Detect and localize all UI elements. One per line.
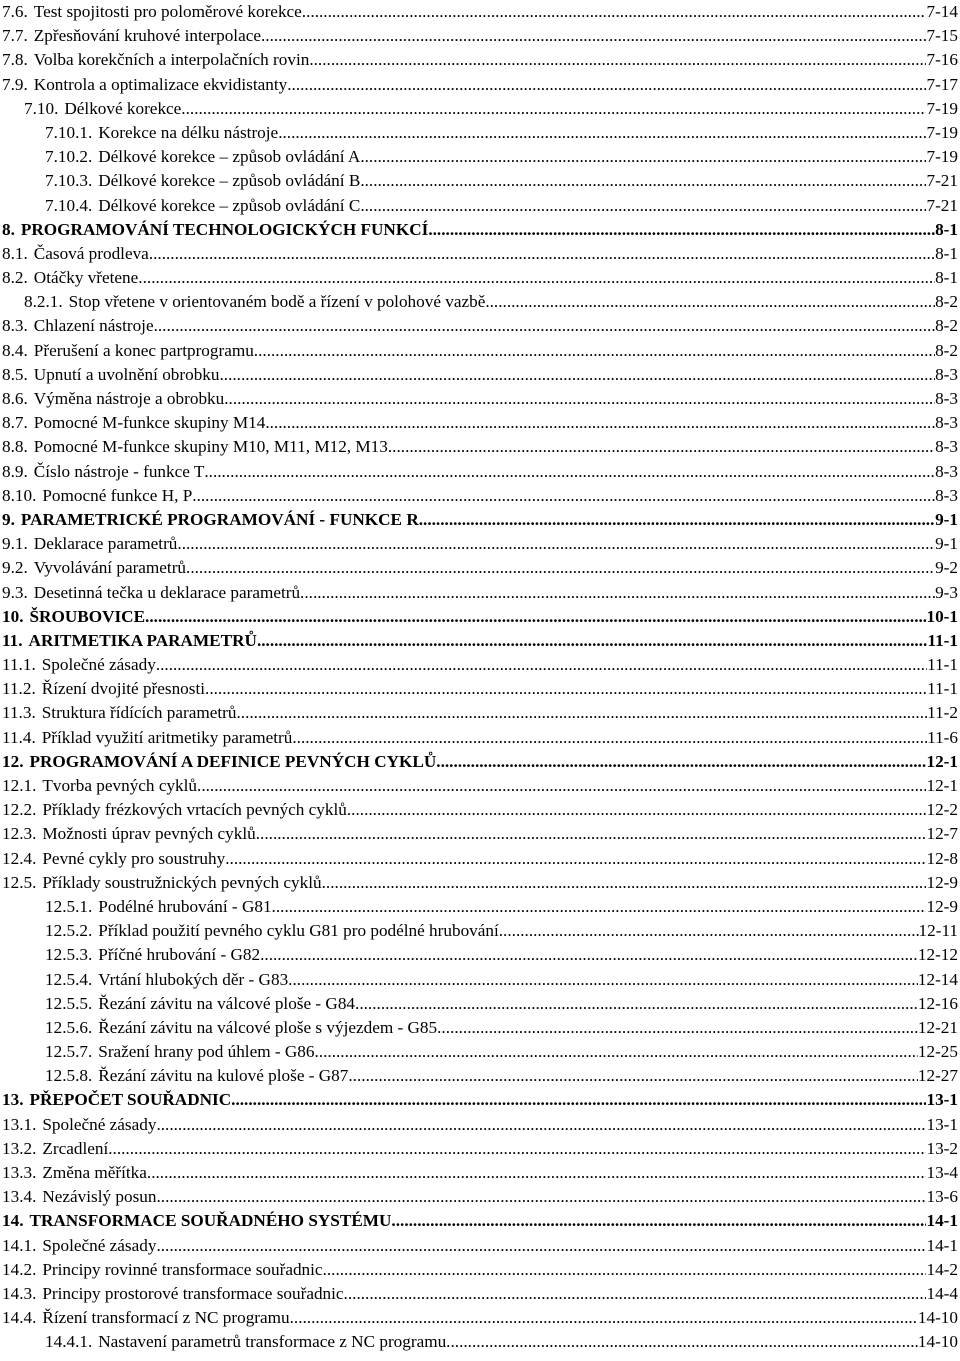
toc-entry[interactable]	[0, 387, 960, 411]
toc-entry-title: Řízení transformací z NC programu	[42, 1308, 290, 1328]
toc-entry-title: PARAMETRICKÉ PROGRAMOVÁNÍ - FUNKCE R	[20, 509, 419, 529]
toc-entry-title: Řízení dvojité přesnosti	[41, 679, 206, 699]
toc-leader-dots	[205, 677, 927, 701]
toc-entry-title: Pevné cykly pro soustruhy	[42, 848, 226, 868]
toc-entry-page: 8-1	[935, 268, 958, 288]
toc-entry-number: 11.	[2, 630, 23, 650]
toc-entry[interactable]	[0, 1330, 960, 1354]
toc-entry-number: 8.3.	[2, 316, 28, 336]
toc-entry-number: 8.	[2, 219, 15, 239]
toc-entry-title: Společné zásady	[41, 655, 156, 675]
toc-entry-page: 13-6	[926, 1187, 958, 1207]
toc-entry[interactable]	[0, 460, 960, 484]
toc-entry-page: 8-2	[935, 292, 958, 312]
toc-entry-page: 8-2	[935, 340, 958, 360]
toc-entry-number: 13.4.	[2, 1187, 37, 1207]
toc-leader-dots	[177, 532, 935, 556]
toc-leader-dots	[428, 218, 935, 242]
toc-leader-dots	[315, 1040, 918, 1064]
toc-entry-number: 14.4.1.	[45, 1332, 93, 1352]
toc-leader-dots	[323, 1258, 927, 1282]
toc-entry-title: PROGRAMOVÁNÍ A DEFINICE PEVNÝCH CYKLŮ	[29, 751, 437, 771]
toc-entry-page: 12-25	[917, 1042, 958, 1062]
toc-entry-title: Stop vřetene v orientovaném bodě a řízení v polohové vazbě	[68, 292, 486, 312]
toc-entry-title: ŠROUBOVICE	[29, 606, 146, 626]
toc-entry-number: 14.4.	[2, 1308, 37, 1328]
toc-leader-dots	[257, 629, 928, 653]
toc-entry-number: 12.5.4.	[45, 969, 93, 989]
toc-entry-number: 9.2.	[2, 558, 28, 578]
toc-entry-number: 8.8.	[2, 437, 28, 457]
toc-entry-number: 12.5.6.	[45, 1017, 93, 1037]
toc-entry[interactable]	[0, 0, 960, 24]
toc-entry[interactable]	[0, 1282, 960, 1306]
toc-entry[interactable]	[0, 266, 960, 290]
toc-leader-dots	[181, 97, 926, 121]
toc-entry[interactable]	[0, 798, 960, 822]
toc-leader-dots	[300, 581, 935, 605]
toc-entry[interactable]	[0, 169, 960, 193]
toc-entry-number: 12.5.2.	[45, 921, 93, 941]
toc-entry-title: Kontrola a optimalizace ekvidistanty	[33, 74, 288, 94]
toc-entry-page: 12-2	[926, 800, 958, 820]
toc-entry-page: 13-1	[926, 1114, 958, 1134]
toc-entry-number: 13.3.	[2, 1163, 37, 1182]
toc-leader-dots	[446, 1330, 918, 1354]
toc-entry-number: 7.7.	[2, 26, 28, 46]
toc-entry-page: 12-14	[917, 969, 958, 989]
toc-leader-dots	[231, 1088, 926, 1112]
toc-entry-number: 12.5.1.	[45, 896, 93, 916]
toc-entry[interactable]	[0, 1185, 960, 1209]
toc-leader-dots	[292, 726, 927, 750]
toc-entry-number: 7.6.	[2, 2, 28, 21]
toc-entry-title: PROGRAMOVÁNÍ TECHNOLOGICKÝCH FUNKCÍ	[20, 219, 429, 239]
toc-leader-dots	[145, 605, 926, 629]
toc-entry-page: 7-15	[926, 26, 958, 46]
toc-leader-dots	[288, 968, 918, 992]
toc-entry-title: Příklad použití pevného cyklu G81 pro podélné hrubování	[98, 921, 499, 941]
toc-leader-dots	[287, 73, 926, 97]
toc-entry-number: 14.1.	[2, 1235, 37, 1255]
toc-entry-page: 13-1	[926, 1090, 958, 1110]
toc-entry[interactable]	[0, 1113, 960, 1137]
toc-entry[interactable]	[0, 1064, 960, 1088]
toc-entry-title: Přerušení a konec partprogramu	[33, 340, 254, 360]
toc-entry[interactable]	[0, 218, 960, 242]
toc-leader-dots	[147, 1161, 927, 1185]
toc-entry-page: 12-9	[926, 896, 958, 916]
toc-entry[interactable]	[0, 556, 960, 580]
toc-entry[interactable]	[0, 194, 960, 218]
toc-entry[interactable]	[0, 847, 960, 871]
toc-entry-number: 14.	[2, 1211, 24, 1231]
toc-entry-title: Zpřesňování kruhové interpolace.	[33, 26, 266, 46]
toc-entry-page: 7-19	[926, 147, 958, 167]
toc-entry-page: 11-1	[927, 679, 958, 699]
toc-entry-title: Řezání závitu na válcové ploše - G84	[98, 993, 356, 1013]
toc-entry-page: 14-10	[917, 1332, 958, 1352]
toc-entry-number: 9.3.	[2, 582, 28, 602]
toc-entry-title: Příklad využití aritmetiky parametrů	[41, 727, 293, 747]
toc-entry-page: 13-4	[926, 1163, 958, 1182]
toc-entry-number: 8.1.	[2, 243, 28, 263]
toc-entry-page: 14-10	[917, 1308, 958, 1328]
toc-entry[interactable]	[0, 508, 960, 532]
toc-entry-page: 9-3	[935, 582, 958, 602]
toc-entry-page: 9-1	[935, 534, 958, 554]
toc-entry-page: 8-2	[935, 316, 958, 336]
toc-entry-number: 14.3.	[2, 1283, 37, 1303]
toc-leader-dots	[197, 774, 926, 798]
toc-entry[interactable]	[0, 121, 960, 145]
toc-leader-dots	[265, 411, 935, 435]
toc-leader-dots	[360, 145, 926, 169]
toc-leader-dots	[219, 363, 935, 387]
toc-leader-dots	[485, 290, 935, 314]
toc-entry-number: 13.1.	[2, 1114, 37, 1134]
toc-entry-title: Upnutí a uvolnění obrobku	[33, 364, 220, 384]
toc-entry-title: Pomocné funkce H, P	[42, 485, 193, 505]
toc-leader-dots	[156, 653, 927, 677]
toc-entry[interactable]	[0, 532, 960, 556]
toc-entry-title: Délkové korekce – způsob ovládání A	[98, 147, 361, 167]
toc-entry-number: 9.	[2, 509, 15, 529]
toc-entry[interactable]	[0, 290, 960, 314]
toc-entry[interactable]	[0, 1040, 960, 1064]
toc-entry-title: Korekce na délku nástroje	[98, 122, 279, 142]
toc-entry-page: 11-1	[927, 655, 958, 675]
toc-entry-page: 12-8	[926, 848, 958, 868]
toc-entry[interactable]	[0, 629, 960, 653]
toc-leader-dots	[260, 943, 918, 967]
toc-entry-page: 12-9	[926, 872, 958, 892]
toc-entry-number: 8.9.	[2, 461, 28, 481]
toc-entry-number: 12.	[2, 751, 24, 771]
toc-entry-number: 11.3.	[2, 703, 36, 723]
toc-entry-title: TRANSFORMACE SOUŘADNÉHO SYSTÉMU	[29, 1211, 392, 1231]
toc-entry-title: Nastavení parametrů transformace z NC programu	[98, 1332, 447, 1352]
toc-entry-page: 11-6	[927, 727, 958, 747]
toc-leader-dots	[388, 435, 935, 459]
toc-leader-dots	[108, 1137, 926, 1161]
toc-entry[interactable]	[0, 363, 960, 387]
toc-entry-page: 8-3	[935, 413, 958, 433]
toc-entry[interactable]	[0, 653, 960, 677]
toc-entry-page: 12-1	[926, 776, 958, 795]
toc-entry-page: 8-3	[935, 461, 958, 481]
toc-entry[interactable]	[0, 145, 960, 169]
toc-entry-title: PŘEPOČET SOUŘADNIC	[29, 1090, 232, 1110]
toc-leader-dots	[322, 871, 927, 895]
toc-entry[interactable]	[0, 484, 960, 508]
toc-entry-number: 7.10.1.	[45, 122, 93, 142]
toc-entry-title: Sražení hrany pod úhlem - G86	[98, 1042, 315, 1062]
toc-entry-page: 8-1	[935, 219, 958, 239]
toc-entry-page: 8-3	[935, 364, 958, 384]
toc-leader-dots	[348, 1064, 918, 1088]
toc-leader-dots	[355, 992, 918, 1016]
toc-entry-page: 14-2	[926, 1259, 958, 1279]
toc-entry-title: Možnosti úprav pevných cyklů	[42, 824, 256, 844]
toc-leader-dots	[360, 194, 926, 218]
toc-entry-title: Test spojitosti pro poloměrové korekce	[33, 2, 302, 21]
toc-leader-dots	[225, 847, 926, 871]
toc-entry[interactable]	[0, 339, 960, 363]
toc-entry-number: 14.2.	[2, 1259, 37, 1279]
toc-entry-title: Tvorba pevných cyklů	[42, 776, 198, 795]
toc-entry-page: 7-21	[926, 195, 958, 215]
toc-entry-number: 12.5.	[2, 872, 37, 892]
toc-entry-page: 12-12	[917, 945, 958, 965]
toc-entry[interactable]	[0, 605, 960, 629]
toc-entry-title: Vrtání hlubokých děr - G83	[98, 969, 289, 989]
toc-entry-page: 12-27	[917, 1066, 958, 1086]
toc-entry-number: 12.5.7.	[45, 1042, 93, 1062]
toc-leader-dots	[290, 1306, 918, 1330]
toc-entry[interactable]	[0, 677, 960, 701]
toc-entry-page: 7-19	[926, 98, 958, 118]
toc-entry-title: Příčné hrubování - G82	[98, 945, 261, 965]
toc-entry[interactable]	[0, 435, 960, 459]
toc-entry-title: Společné zásady	[42, 1235, 157, 1255]
toc-entry[interactable]	[0, 48, 960, 72]
toc-leader-dots	[344, 1282, 927, 1306]
toc-entry-title: Příklady frézkových vrtacích pevných cyklů	[42, 800, 347, 820]
toc-entry[interactable]	[0, 1209, 960, 1233]
toc-leader-dots	[256, 822, 927, 846]
toc-entry-title: Principy rovinné transformace souřadnic	[42, 1259, 323, 1279]
toc-entry[interactable]	[0, 968, 960, 992]
toc-leader-dots	[391, 1209, 926, 1233]
toc-entry-page: 14-4	[926, 1283, 958, 1303]
toc-entry-page: 8-3	[935, 389, 958, 408]
toc-entry-number: 11.2.	[2, 679, 36, 699]
toc-leader-dots	[278, 121, 926, 145]
toc-entry-page: 7-14	[926, 2, 958, 21]
toc-entry-number: 8.6.	[2, 389, 28, 408]
toc-entry-number: 12.5.3.	[45, 945, 93, 965]
toc-entry-page: 12-11	[918, 921, 958, 941]
toc-entry-title: Vyvolávání parametrů	[33, 558, 187, 578]
toc-entry-title: Časová prodleva	[33, 243, 149, 263]
toc-entry-page: 8-1	[935, 243, 958, 263]
toc-entry-page: 12-1	[926, 751, 958, 771]
toc-leader-dots	[254, 339, 935, 363]
toc-leader-dots	[265, 24, 926, 48]
toc-entry[interactable]	[0, 1088, 960, 1112]
toc-leader-dots	[204, 460, 935, 484]
toc-entry-page: 7-17	[926, 74, 958, 94]
toc-entry[interactable]	[0, 1258, 960, 1282]
toc-entry-page: 12-21	[917, 1017, 958, 1037]
toc-entry-title: Změna měřítka	[42, 1163, 147, 1182]
toc-entry[interactable]	[0, 750, 960, 774]
toc-entry-page: 7-19	[926, 122, 958, 142]
toc-leader-dots	[347, 798, 927, 822]
toc-entry-number: 7.10.2.	[45, 147, 93, 167]
toc-leader-dots	[156, 1234, 926, 1258]
toc-entry-title: Principy prostorové transformace souřadnic	[42, 1283, 344, 1303]
toc-leader-dots	[156, 1185, 926, 1209]
toc-entry[interactable]	[0, 726, 960, 750]
toc-entry-page: 11-2	[927, 703, 958, 723]
toc-entry-number: 8.4.	[2, 340, 28, 360]
toc-entry-title: Desetinná tečka u deklarace parametrů	[33, 582, 301, 602]
toc-entry-number: 12.3.	[2, 824, 37, 844]
toc-entry-page: 7-16	[926, 50, 958, 70]
toc-entry-title: Délkové korekce – způsob ovládání B	[98, 171, 361, 191]
toc-entry-page: 12-7	[926, 824, 958, 844]
toc-entry-number: 8.10.	[2, 485, 37, 505]
toc-entry-page: 7-21	[926, 171, 958, 191]
toc-entry[interactable]	[0, 581, 960, 605]
toc-entry-number: 12.5.8.	[45, 1066, 93, 1086]
toc-leader-dots	[149, 242, 935, 266]
toc-leader-dots	[360, 169, 926, 193]
toc-entry-number: 7.9.	[2, 74, 28, 94]
toc-entry[interactable]	[0, 822, 960, 846]
toc-entry-title: Příklady soustružnických pevných cyklů	[42, 872, 322, 892]
toc-entry-title: Číslo nástroje - funkce T	[33, 461, 205, 481]
toc-entry-title: Zrcadlení	[42, 1138, 109, 1158]
toc-entry[interactable]	[0, 411, 960, 435]
toc-entry[interactable]	[0, 943, 960, 967]
toc-leader-dots	[436, 750, 926, 774]
toc-entry[interactable]	[0, 24, 960, 48]
toc-entry[interactable]	[0, 97, 960, 121]
toc-leader-dots	[499, 919, 919, 943]
toc-entry-number: 8.7.	[2, 413, 28, 433]
toc-entry-number: 12.4.	[2, 848, 37, 868]
toc-entry-number: 7.10.3.	[45, 171, 93, 191]
toc-entry[interactable]	[0, 1306, 960, 1330]
toc-leader-dots	[272, 895, 927, 919]
toc-entry[interactable]	[0, 919, 960, 943]
toc-entry[interactable]	[0, 992, 960, 1016]
toc-entry-title: Otáčky vřetene	[33, 268, 139, 288]
toc-entry-title: Výměna nástroje a obrobku	[33, 389, 225, 408]
toc-leader-dots	[309, 48, 926, 72]
toc-entry-number: 10.	[2, 606, 24, 626]
toc-entry-title: Chlazení nástroje	[33, 316, 154, 336]
toc-entry-number: 7.10.4.	[45, 195, 93, 215]
toc-leader-dots	[156, 1113, 926, 1137]
toc-entry-title: Řezání závitu na kulové ploše - G87	[98, 1066, 349, 1086]
toc-leader-dots	[419, 508, 935, 532]
toc-entry-page: 8-3	[935, 485, 958, 505]
toc-entry-title: Pomocné M-funkce skupiny M14	[33, 413, 266, 433]
toc-entry[interactable]	[0, 774, 960, 798]
toc-leader-dots	[224, 387, 935, 411]
toc-entry-number: 8.2.1.	[24, 292, 63, 312]
toc-entry-page: 12-16	[917, 993, 958, 1013]
toc-entry[interactable]	[0, 1161, 960, 1185]
toc-leader-dots	[154, 314, 936, 338]
toc-entry-page: 14-1	[926, 1211, 958, 1231]
toc-entry-title: Pomocné M-funkce skupiny M10, M11, M12, M13	[33, 437, 388, 457]
toc-entry-page: 13-2	[926, 1138, 958, 1158]
toc-entry-page: 9-2	[935, 558, 958, 578]
toc-leader-dots	[236, 701, 927, 725]
toc-entry-page: 10-1	[926, 606, 958, 626]
toc-entry-title: Společné zásady	[42, 1114, 157, 1134]
toc-entry-page: 11-1	[927, 630, 958, 650]
toc-entry-number: 8.2.	[2, 268, 28, 288]
toc-entry[interactable]	[0, 242, 960, 266]
toc-entry-title: Deklarace parametrů	[33, 534, 178, 554]
toc-entry-page: 9-1	[935, 509, 958, 529]
toc-entry-title: Nezávislý posun	[42, 1187, 157, 1207]
toc-leader-dots	[192, 484, 935, 508]
toc-entry[interactable]	[0, 1137, 960, 1161]
toc-leader-dots	[437, 1016, 918, 1040]
toc-entry-title: Řezání závitu na válcové ploše s výjezdem - G85	[98, 1017, 438, 1037]
toc-entry[interactable]	[0, 314, 960, 338]
toc-entry-title: ARITMETIKA PARAMETRŮ	[28, 630, 257, 650]
toc-entry-title: Délkové korekce	[64, 98, 182, 118]
toc-entry-number: 7.8.	[2, 50, 28, 70]
toc-entry-number: 8.5.	[2, 364, 28, 384]
toc-entry-number: 12.2.	[2, 800, 37, 820]
toc-entry-title: Podélné hrubování - G81	[98, 896, 272, 916]
toc-entry-number: 9.1.	[2, 534, 28, 554]
toc-leader-dots	[302, 0, 927, 24]
toc-entry-number: 7.10.	[24, 98, 59, 118]
toc-entry-number: 13.2.	[2, 1138, 37, 1158]
toc-entry-number: 13.	[2, 1090, 24, 1110]
toc-entry-title: Délkové korekce – způsob ovládání C	[98, 195, 361, 215]
toc-entry-number: 11.1.	[2, 655, 36, 675]
toc-entry-number: 12.1.	[2, 776, 37, 795]
toc-entry[interactable]	[0, 871, 960, 895]
toc-entry-page: 14-1	[926, 1235, 958, 1255]
toc-entry[interactable]	[0, 1016, 960, 1040]
toc-entry[interactable]	[0, 73, 960, 97]
toc-entry-number: 11.4.	[2, 727, 36, 747]
toc-entry[interactable]	[0, 895, 960, 919]
toc-entry-number: 12.5.5.	[45, 993, 93, 1013]
toc-entry-title: Volba korekčních a interpolačních rovin	[33, 50, 310, 70]
toc-entry[interactable]	[0, 701, 960, 725]
toc-entry[interactable]	[0, 1234, 960, 1258]
toc-leader-dots	[186, 556, 935, 580]
toc-entry-title: Struktura řídících parametrů	[41, 703, 237, 723]
toc-leader-dots	[138, 266, 935, 290]
toc-entry-page: 8-3	[935, 437, 958, 457]
